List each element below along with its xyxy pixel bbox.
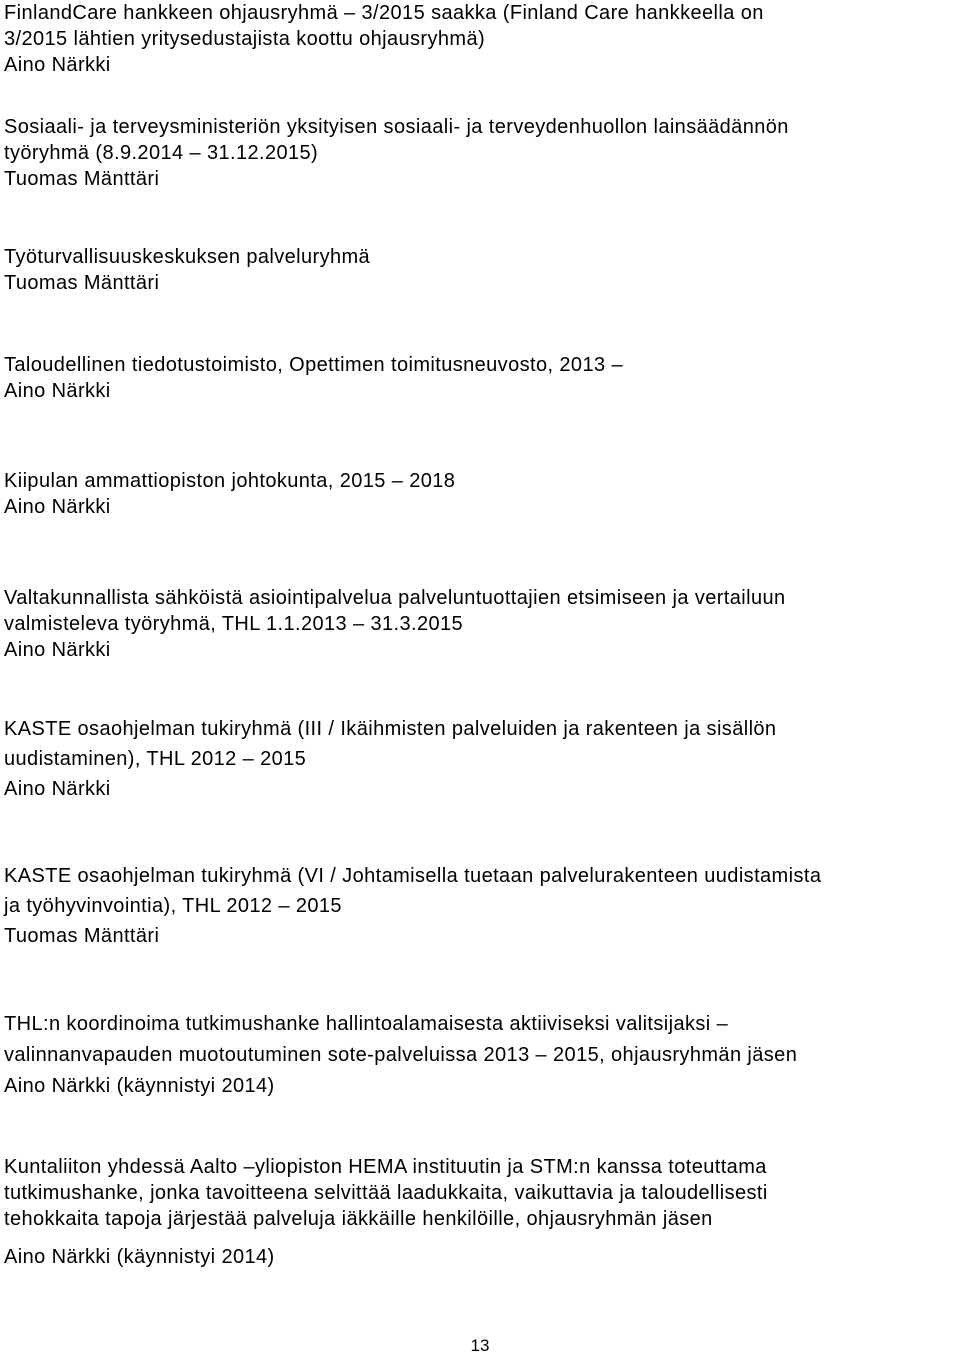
entry-line: työryhmä (8.9.2014 – 31.12.2015) (4, 142, 319, 164)
entry-line: 3/2015 lähtien yritysedustajista koottu ohjausryhmä) (4, 28, 486, 50)
entry-kuntaliitto-tutkimushanke (4, 1154, 956, 1270)
entry-line: Valtakunnallista sähköistä asiointipalvelua palveluntuottajien etsimiseen ja vertailuun (4, 587, 786, 609)
entry-line: Kiipulan ammattiopiston johtokunta, 2015 – 2018 (4, 470, 456, 492)
entry-kaste-vi (4, 863, 956, 949)
entry-taloudellinen-tiedotustoimisto (4, 352, 956, 404)
entry-kiipula (4, 468, 956, 520)
entry-line: ja työhyvinvointia), THL 2012 – 2015 (4, 895, 342, 917)
entry-person: Tuomas Mänttäri (4, 272, 160, 294)
entry-person: Aino Närkki (käynnistyi 2014) (4, 1246, 275, 1268)
entry-person: Tuomas Mänttäri (4, 925, 160, 947)
entry-line: Sosiaali- ja terveysministeriön yksityisen sosiaali- ja terveydenhuollon lainsäädännön (4, 116, 789, 138)
entry-line: KASTE osaohjelman tukiryhmä (VI / Johtamisella tuetaan palvelurakenteen uudistamista (4, 865, 822, 887)
entry-person: Aino Närkki (käynnistyi 2014) (4, 1075, 275, 1097)
entry-line: Taloudellinen tiedotustoimisto, Opettimen toimitusneuvosto, 2013 – (4, 354, 623, 376)
entry-person: Aino Närkki (4, 380, 111, 402)
entry-person: Aino Närkki (4, 54, 111, 76)
entry-person: Tuomas Mänttäri (4, 168, 160, 190)
entry-line: tehokkaita tapoja järjestää palveluja iäkkäille henkilöille, ohjausryhmän jäsen (4, 1208, 713, 1230)
entry-line: valinnanvapauden muotoutuminen sote-palveluissa 2013 – 2015, ohjausryhmän jäsen (4, 1044, 798, 1066)
entry-stm-tyoryhma (4, 114, 956, 192)
entry-line: tutkimushanke, jonka tavoitteena selvittää laadukkaita, vaikuttavia ja taloudellisesti (4, 1182, 768, 1204)
entry-person: Aino Närkki (4, 496, 111, 518)
entry-line: KASTE osaohjelman tukiryhmä (III / Ikäihmisten palveluiden ja rakenteen ja sisällön (4, 718, 777, 740)
entry-line: valmisteleva työryhmä, THL 1.1.2013 – 31.3.2015 (4, 613, 464, 635)
entry-person: Aino Närkki (4, 778, 111, 800)
page-number: 13 (470, 1336, 490, 1355)
entry-line: Kuntaliiton yhdessä Aalto –yliopiston HEMA instituutin ja STM:n kanssa toteuttama (4, 1156, 767, 1178)
entry-person: Aino Närkki (4, 639, 111, 661)
entry-line: Työturvallisuuskeskuksen palveluryhmä (4, 246, 371, 268)
entry-finlandcare (4, 0, 956, 78)
entry-tyoturvallisuuskeskus (4, 244, 956, 296)
entry-kaste-iii (4, 716, 956, 802)
entry-line: FinlandCare hankkeen ohjausryhmä – 3/2015 saakka (Finland Care hankkeella on (4, 2, 764, 24)
entry-line: THL:n koordinoima tutkimushanke hallintoalamaisesta aktiiviseksi valitsijaksi – (4, 1013, 729, 1035)
entry-thl-tutkimushanke (4, 1011, 956, 1099)
entry-line: uudistaminen), THL 2012 – 2015 (4, 748, 307, 770)
entry-asiointipalvelu (4, 585, 956, 663)
